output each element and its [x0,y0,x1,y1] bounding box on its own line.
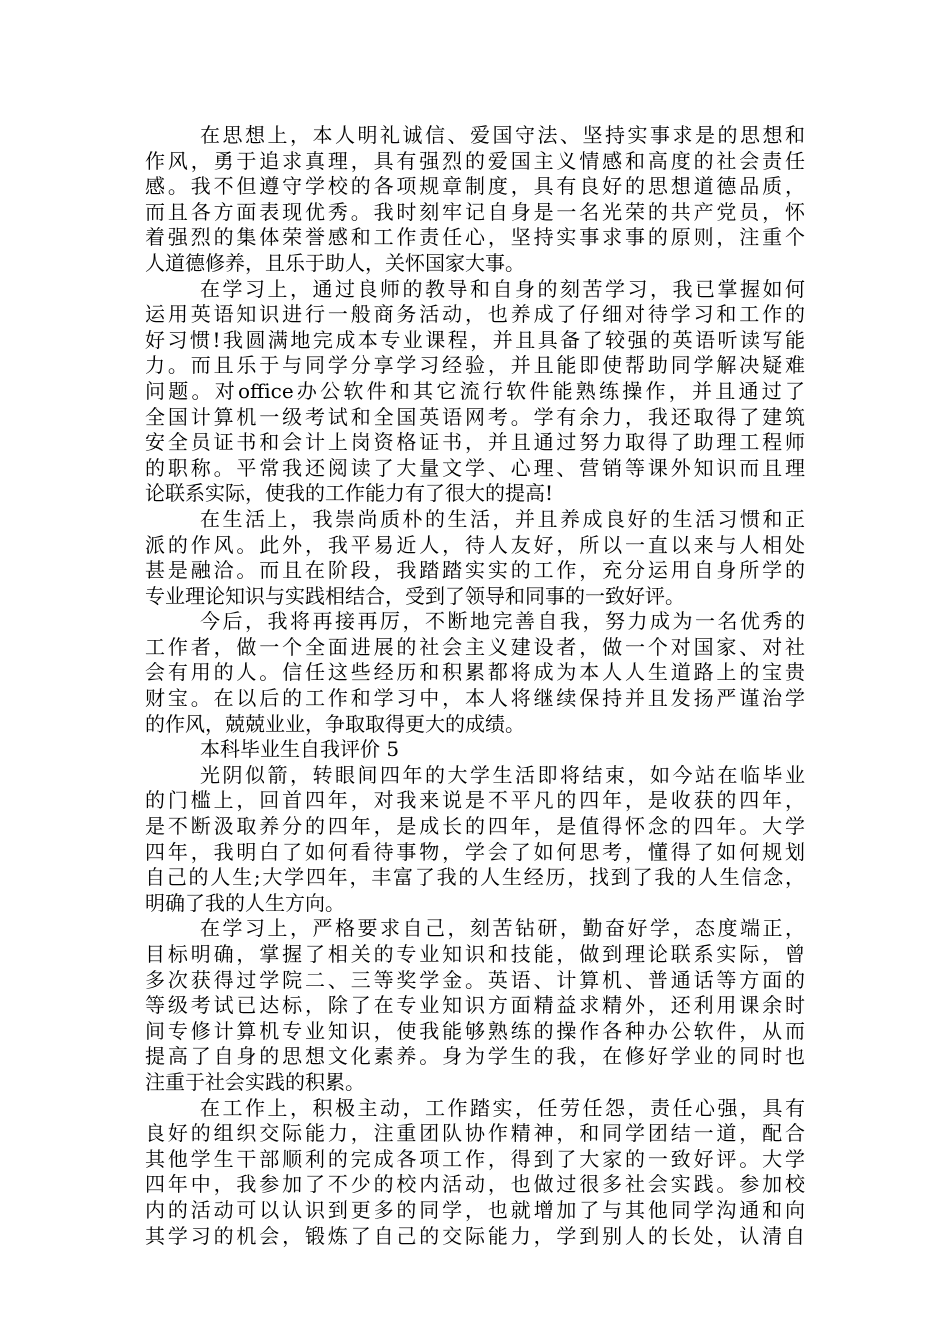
paragraph-study [145,277,805,507]
text-line: 多次获得过学院二、三等奖学金。英语、计算机、普通话等方面的 [145,967,805,992]
text-line: 全国计算机一级考试和全国英语网考。学有余力，我还取得了建筑 [145,404,805,429]
text-line: 四年，我明白了如何看待事物，学会了如何思考，懂得了如何规划 [145,839,805,864]
text-line: 力。而且乐于与同学分享学习经验，并且能即使帮助同学解决疑难 [145,353,805,378]
text-line: 论联系实际，使我的工作能力有了很大的提高! [145,481,554,506]
text-line: 明确了我的人生方向。 [145,890,345,915]
text-line: 感。我不但遵守学校的各项规章制度，具有良好的思想道德品质， [145,174,805,199]
text-line: 注重于社会实践的积累。 [145,1069,365,1094]
document-body [145,123,805,1249]
paragraph-study-2 [145,916,805,1095]
section-heading: 本科毕业生自我评价 5 [200,737,400,762]
text-line: 财宝。在以后的工作和学习中，本人将继续保持并且发扬严谨治学 [145,686,805,711]
text-line: 提高了自身的思想文化素养。身为学生的我，在修好学业的同时也 [145,1044,805,1069]
text-line: 的作风，兢兢业业，争取取得更大的成绩。 [145,711,525,736]
text-line: 其他学生干部顺利的完成各项工作，得到了大家的一致好评。大学 [145,1146,805,1171]
text-line: 的职称。平常我还阅读了大量文学、心理、营销等课外知识而且理 [145,455,805,480]
text-line: 作风，勇于追求真理，具有强烈的爱国主义情感和高度的社会责任 [145,148,805,173]
text-line: 间专修计算机专业知识，使我能够熟练的操作各种办公软件，从而 [145,1018,805,1043]
text-line: 今后，我将再接再厉，不断地完善自我，努力成为一名优秀的 [200,609,805,634]
text-line: 的门槛上，回首四年，对我来说是不平凡的四年，是收获的四年， [145,788,805,813]
text-line: 在学习上，严格要求自己，刻苦钻研，勤奋好学，态度端正， [200,916,805,941]
text-line: 自己的人生;大学四年，丰富了我的人生经历，找到了我的人生信念， [145,865,805,890]
text-line: 在思想上，本人明礼诚信、爱国守法、坚持实事求是的思想和 [200,123,805,147]
paragraph-future [145,609,805,737]
text-line: 在工作上，积极主动，工作踏实，任劳任怨，责任心强，具有 [200,1095,805,1120]
text-line: 而且各方面表现优秀。我时刻牢记自身是一名光荣的共产党员，怀 [145,199,805,224]
paragraph-thought [145,123,805,277]
text-line: 良好的组织交际能力，注重团队协作精神，和同学团结一道，配合 [145,1121,805,1146]
text-line: 安全员证书和会计上岗资格证书，并且通过努力取得了助理工程师 [145,430,805,455]
text-line: 在生活上，我崇尚质朴的生活，并且养成良好的生活习惯和正 [200,506,805,531]
text-line: 派的作风。此外，我平易近人，待人友好，所以一直以来与人相处 [145,532,805,557]
text-line: 是不断汲取养分的四年，是成长的四年，是值得怀念的四年。大学 [145,814,805,839]
text-line: 问题。对office办公软件和其它流行软件能熟练操作，并且通过了 [145,378,805,403]
text-line: 四年中，我参加了不少的校内活动，也做过很多社会实践。参加校 [145,1172,805,1197]
paragraph-intro [145,763,805,917]
text-line: 内的活动可以认识到更多的同学，也就增加了与其他同学沟通和向 [145,1197,805,1222]
text-line: 工作者，做一个全面进展的社会主义建设者，做一个对国家、对社 [145,634,805,659]
paragraph-work [145,1096,805,1250]
text-line: 人道德修养，且乐于助人，关怀国家大事。 [145,250,525,275]
text-line: 会有用的人。信任这些经历和积累都将成为本人人生道路上的宝贵 [145,660,805,685]
text-line: 运用英语知识进行一般商务活动，也养成了仔细对待学习和工作的 [145,302,805,327]
text-line: 着强烈的集体荣誉感和工作责任心，坚持实事求事的原则，注重个 [145,225,805,250]
text-line: 光阴似箭，转眼间四年的大学生活即将结束，如今站在临毕业 [200,762,805,787]
text-line: 在学习上，通过良师的教导和自身的刻苦学习，我已掌握如何 [200,276,805,301]
text-line: 目标明确，掌握了相关的专业知识和技能，做到理论联系实际，曾 [145,942,805,966]
text-line: 专业理论知识与实践相结合，受到了领导和同事的一致好评。 [145,583,685,608]
paragraph-life [145,507,805,609]
text-line: 等级考试已达标，除了在专业知识方面精益求精外，还利用课余时 [145,993,805,1018]
text-line: 甚是融洽。而且在阶段，我踏踏实实的工作，充分运用自身所学的 [145,558,805,583]
text-line: 好习惯!我圆满地完成本专业课程，并且具备了较强的英语听读写能 [145,327,805,352]
text-line: 其学习的机会，锻炼了自己的交际能力，学到别人的长处，认清自 [145,1223,805,1248]
